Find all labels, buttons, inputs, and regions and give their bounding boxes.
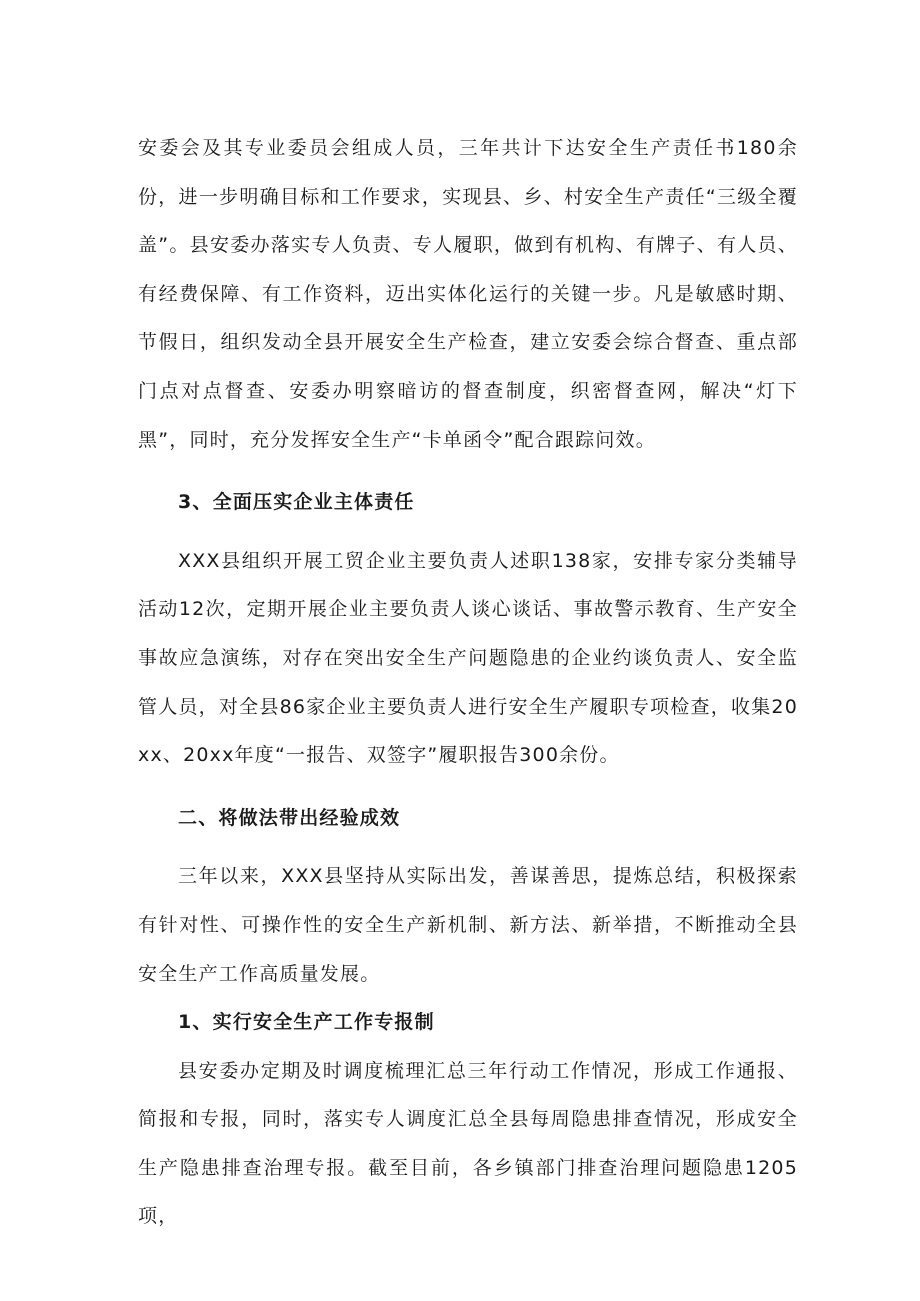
document-body — [138, 124, 798, 1241]
heading-special-report-system: 1、实行安全生产工作专报制 — [178, 1011, 435, 1034]
paragraph-experience-results: 三年以来，XXX县坚持从实际出发，善谋善思，提炼总结，积极探索有针对性、可操作性的安全生产新机制、新方法、新举措，不断推动全县安全生产工作高质量发展。 — [138, 865, 798, 985]
paragraph-enterprise-responsibility: XXX县组织开展工贸企业主要负责人述职138家，安排专家分类辅导活动12次，定期开展企业主要负责人谈心谈话、事故警示教育、生产安全事故应急演练，对存在突出安全生产问题隐患的企业约谈负责人、安全监管人员，对全县86家企业主要负责人进行安全生产履职专项检查，收集20xx、20xx年度“一报告、双签字”履职报告300余份。 — [138, 549, 798, 767]
paragraph-special-report-system: 县安委办定期及时调度梳理汇总三年行动工作情况，形成工作通报、简报和专报，同时，落实专人调度汇总全县每周隐患排查情况，形成安全生产隐患排查治理专报。截至目前，各乡镇部门排查治理问题隐患1205项， — [138, 1059, 798, 1228]
paragraph-intro: 安委会及其专业委员会组成人员，三年共计下达安全生产责任书180余份，进一步明确目标和工作要求，实现县、乡、村安全生产责任“三级全覆盖”。县安委办落实专人负责、专人履职，做到有机构、有牌子、有人员、有经费保障、有工作资料，迈出实体化运行的关键一步。凡是敏感时期、节假日，组织发动全县开展安全生产检查，建立安委会综合督查、重点部门点对点督查、安委办明察暗访的督查制度，织密督查网，解决“灯下黑”，同时，充分发挥安全生产“卡单函令”配合跟踪问效。 — [138, 137, 798, 451]
heading-experience-results: 二、将做法带出经验成效 — [178, 806, 401, 829]
heading-enterprise-responsibility: 3、全面压实企业主体责任 — [178, 491, 415, 514]
